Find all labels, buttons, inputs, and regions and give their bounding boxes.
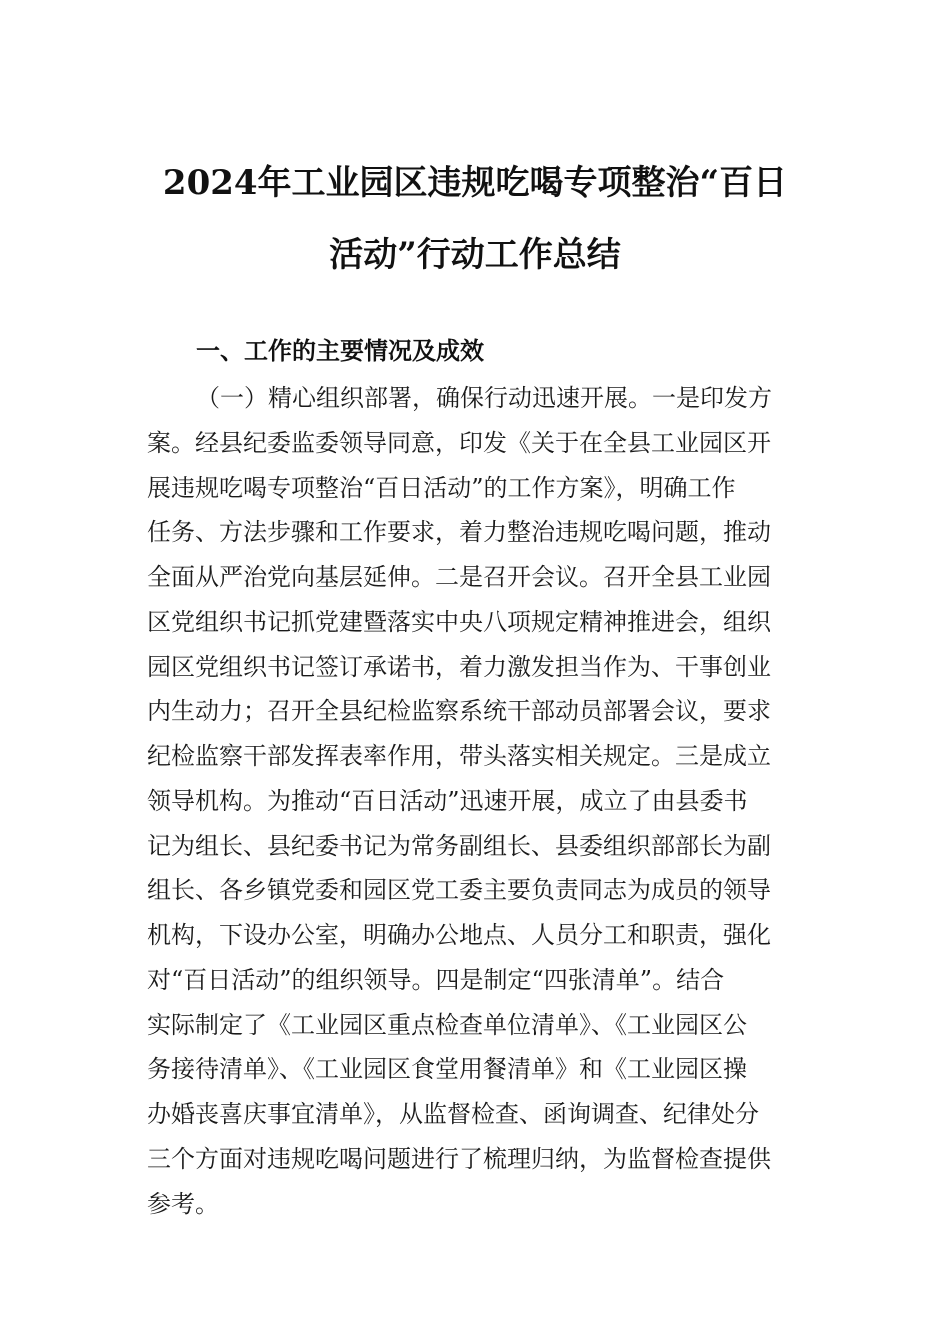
paragraph-line: 机构，下设办公室，明确办公地点、人员分工和职责，强化: [147, 921, 771, 949]
paragraph-line: 案。经县纪委监委领导同意，印发《关于在全县工业园区开: [147, 428, 771, 457]
paragraph-line: 展违规吃喝专项整治“百日活动”的工作方案》，明确工作: [147, 473, 736, 502]
paragraph-line: 任务、方法步骤和工作要求，着力整治违规吃喝问题，推动: [147, 518, 771, 547]
paragraph-line: （一）精心组织部署，确保行动迅速开展。一是印发方: [196, 384, 772, 412]
paragraph-line: 区党组织书记抓党建暨落实中央八项规定精神推进会，组织: [147, 607, 771, 636]
paragraph-line: 参考。: [147, 1189, 219, 1218]
paragraph-line: 内生动力；召开全县纪检监察系统干部动员部署会议，要求: [147, 697, 771, 726]
paragraph-line: 组长、各乡镇党委和园区党工委主要负责同志为成员的领导: [147, 876, 771, 905]
paragraph: [147, 376, 837, 1226]
paragraph-line: 园区党组织书记签订承诺书，着力激发担当作为、干事创业: [147, 652, 771, 681]
paragraph-line: 三个方面对违规吃喝问题进行了梳理归纳，为监督检查提供: [147, 1144, 771, 1173]
paragraph-line: 对“百日活动”的组织领导。四是制定“四张清单”。结合: [147, 965, 725, 994]
paragraph-line: 实际制定了《工业园区重点检查单位清单》、《工业园区公: [147, 1010, 747, 1039]
paragraph-line: 务接待清单》、《工业园区食堂用餐清单》和《工业园区操: [147, 1055, 747, 1084]
paragraph-line: 全面从严治党向基层延伸。二是召开会议。召开全县工业园: [147, 563, 771, 591]
paragraph-line: 办婚丧喜庆事宜清单》，从监督检查、函询调查、纪律处分: [147, 1100, 759, 1128]
section-heading: 一、工作的主要情况及成效: [196, 337, 484, 365]
paragraph-line: 领导机构。为推动“百日活动”迅速开展，成立了由县委书: [147, 786, 748, 815]
paragraph-line: 纪检监察干部发挥表率作用，带头落实相关规定。三是成立: [147, 742, 771, 770]
paragraph-line: 记为组长、县纪委书记为常务副组长、县委组织部部长为副: [147, 831, 771, 860]
document-title-line-1: 2024年工业园区违规吃喝专项整治“百日: [162, 163, 788, 203]
document-title-line-2: 活动”行动工作总结: [329, 235, 621, 275]
